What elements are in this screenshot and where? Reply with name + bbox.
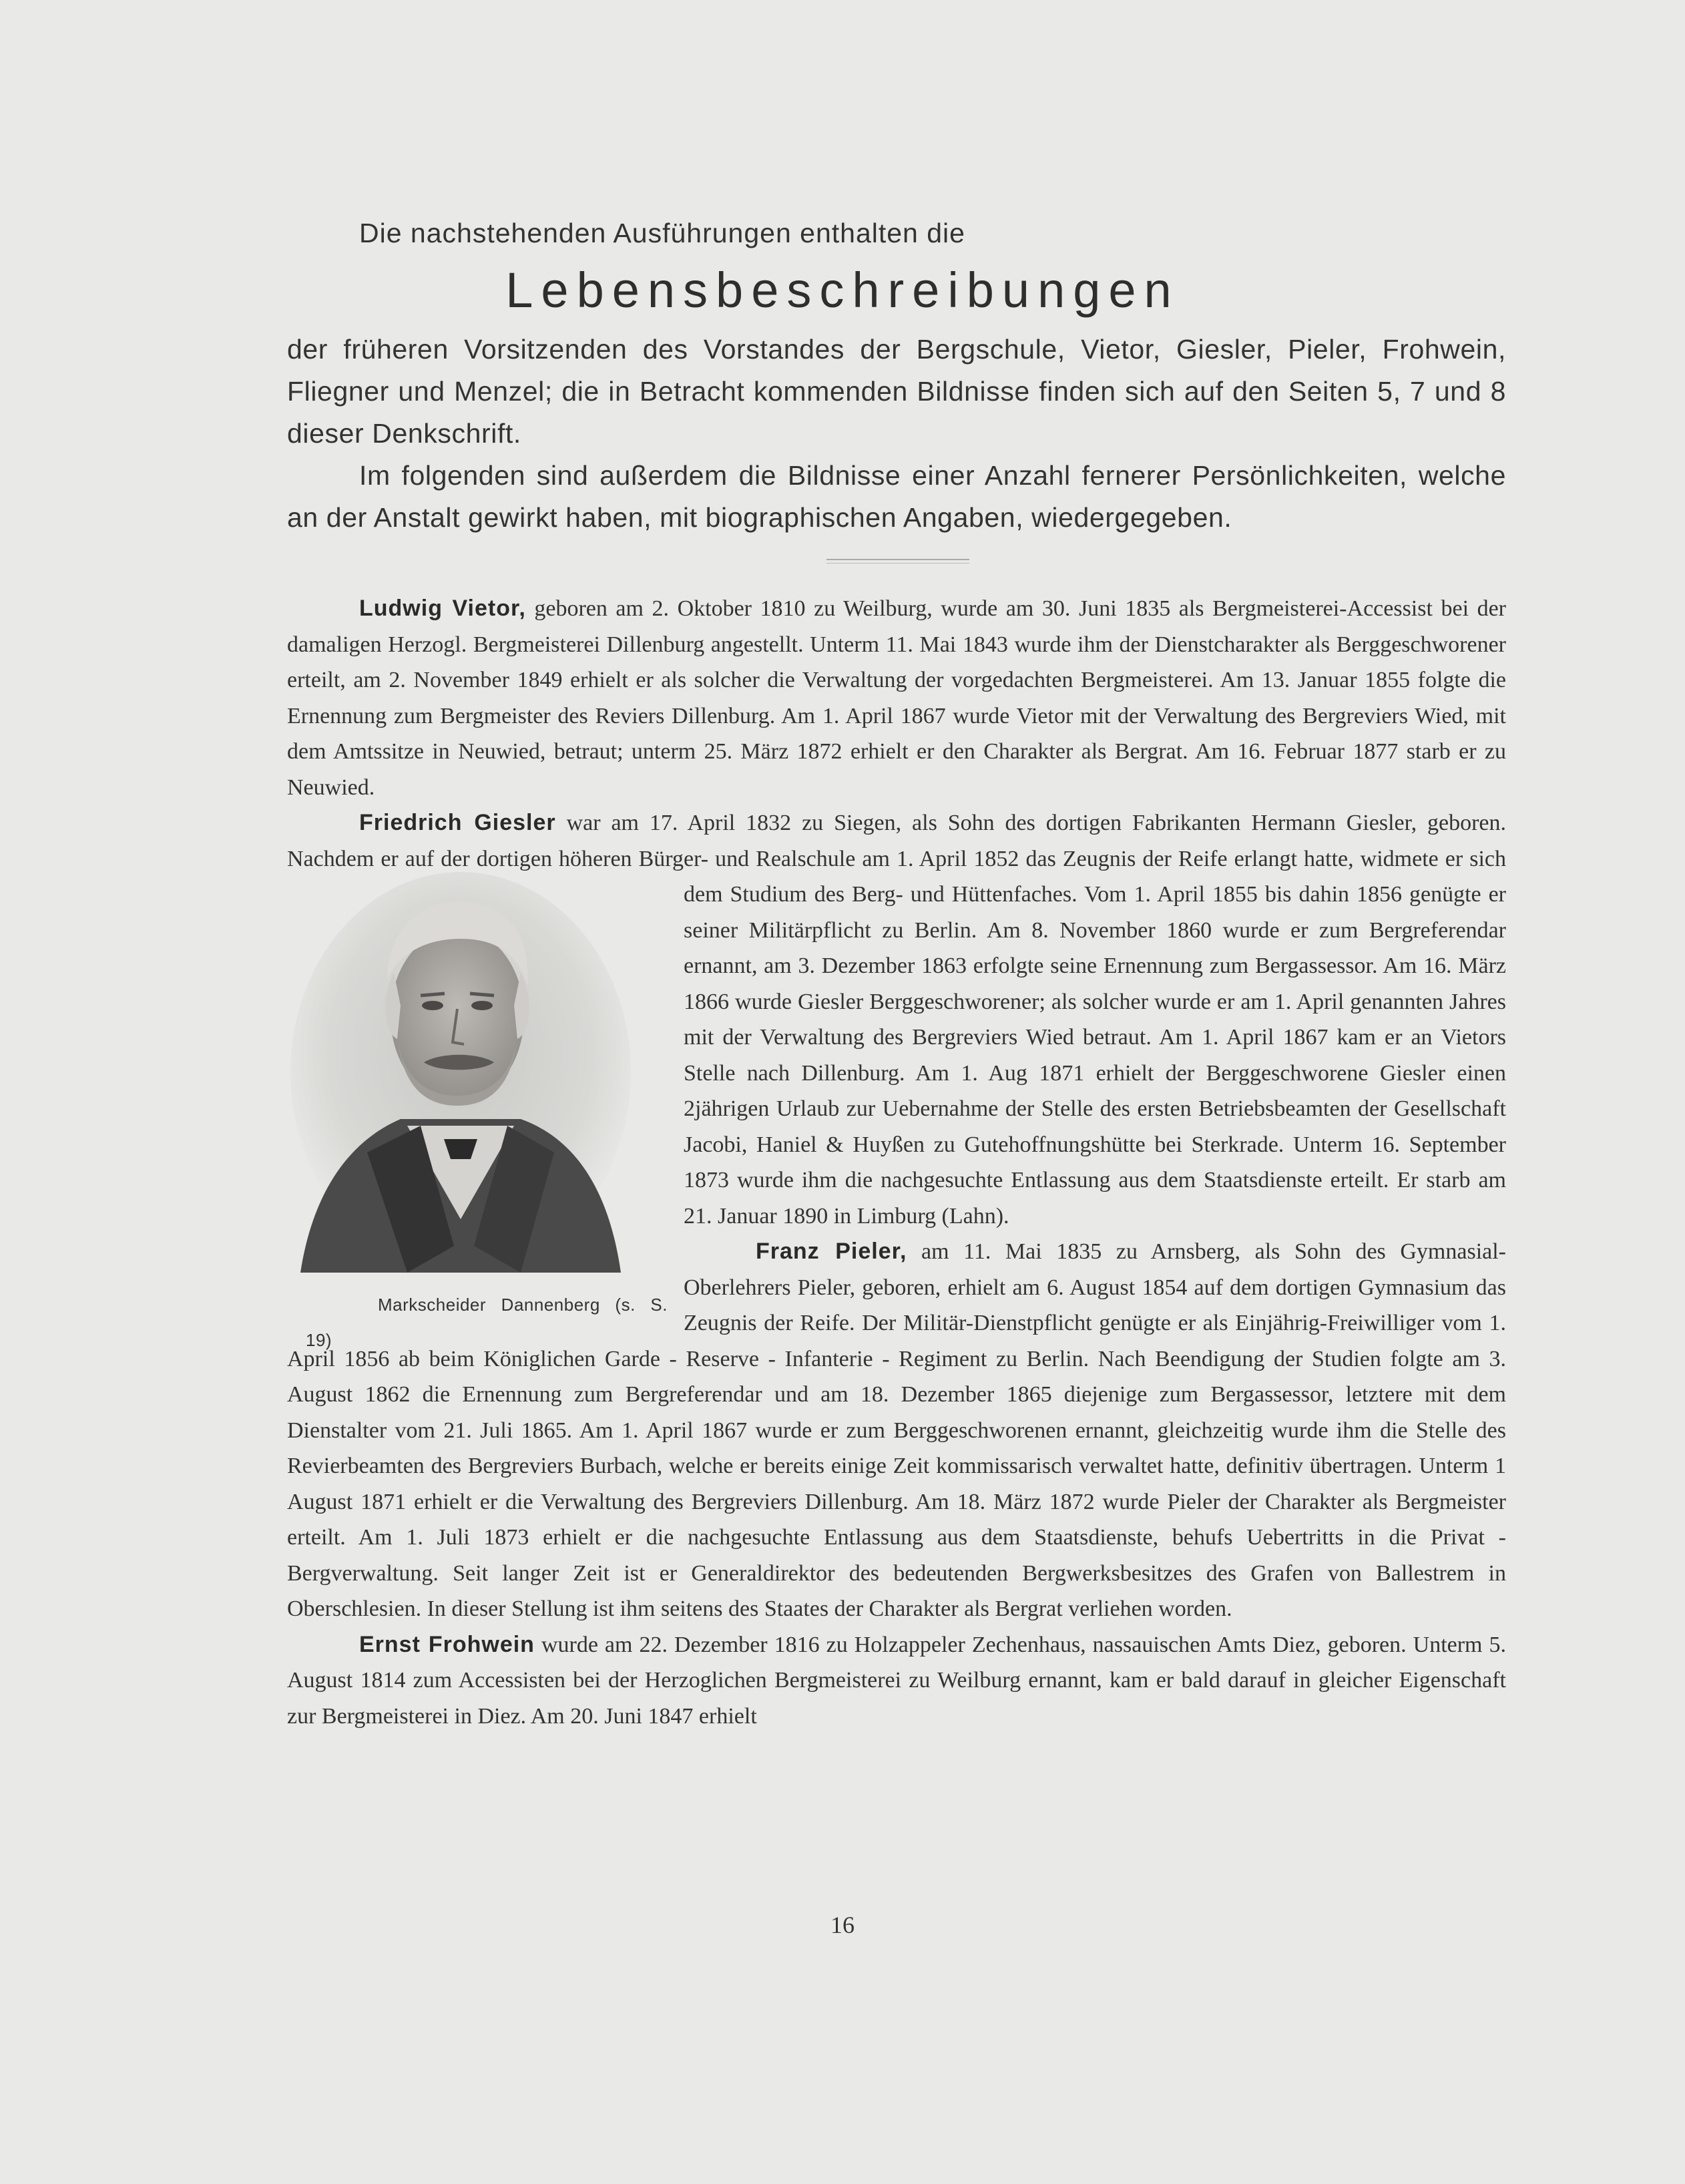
bio-text-giesler-a: war am 17. April 1832 zu Siegen, als Sohn des dortigen Fabrikanten Hermann Giesler, geboren. Nachdem er auf der dortigen höheren Bürger- und Realschule am 1. April 1852 das: [287, 811, 1506, 871]
intro-paragraph-1: der früheren Vorsitzenden des Vorstandes der Bergschule, Vietor, Giesler, Pieler, Frohwein, Fliegner und Menzel; die in Betracht kommenden Bildnisse finden sich auf den Seiten 5, 7 und 8 dieser Denkschrift.: [287, 334, 1506, 449]
intro-paragraph-2: Im folgenden sind außerdem die Bildnisse einer Anzahl fernerer Persönlichkeiten, welche an der Anstalt gewirkt haben, mit biographischen Angaben, wiedergegeben.: [287, 460, 1506, 533]
bio-name-vietor: Ludwig Vietor,: [359, 596, 526, 621]
portrait-image: [287, 872, 634, 1279]
portrait-caption: Markscheider Dannenberg (s. S. 19): [306, 1294, 668, 1350]
biographies: [287, 591, 1506, 1734]
bio-name-giesler: Friedrich Giesler: [359, 810, 556, 835]
lead-line: Die nachstehenden Ausführungen enthalten die: [359, 218, 965, 248]
bio-text-vietor: geboren am 2. Oktober 1810 zu Weilburg, wurde am 30. Juni 1835 als Bergmeisterei-Accessist bei der damaligen Herzogl. Bergmeisterei Dillenburg angestellt. Unterm 11. Mai 1843 wurde ihm der Dienstcharakter als Berggeschworener erteilt, am 2. November 1849 erhielt er als solcher die Verwaltung der vorgedachten Bergmeisterei. Am 13. Januar 1855 folgte die Ernennung zum Bergmeister des Reviers Dillenburg. Am 1. April 1867 wurde Vietor mit der Verwaltung des Bergreviers Wied, mit dem Amtssitze in Neuwied, betraut; unterm 25. März 1872 erhielt er den Charakter als Bergrat. Am 16. Februar 1877 starb er zu Neuwied.: [287, 596, 1506, 800]
bio-name-frohwein: Ernst Frohwein: [359, 1631, 535, 1657]
bio-text-frohwein: wurde am 22. Dezember 1816 zu Holzappeler Zechenhaus, nassauischen Amts Diez, geboren. Unterm 5. August 1814 zum Accessisten bei der Herzoglichen Bergmeisterei zu Weilburg ernannt, kam er bald darauf in gleicher Eigenschaft zur Bergmeisterei in Diez. Am 20. Juni 1847 erhielt: [287, 1632, 1506, 1729]
section-divider: [826, 559, 969, 564]
page-title: Lebensbeschreibungen: [505, 262, 1180, 318]
page-number: 16: [830, 1912, 855, 1938]
bio-vietor: [287, 591, 1506, 805]
bio-text-giesler-b: Zeugnis der Reife erlangt hatte, widmete er sich dem Studium des Berg- und Hüttenfaches. Vom 1. April 1855 bis dahin 1856 genügte er seiner Militärpflicht zu Berlin. Am 8. November 1860 wurde er zum Bergreferendar ernannt, am 3. Dezember 1863 erfolgte seine Ernennung zum Bergassessor. Am 16. März 1866 wurde Giesler Berggeschworener; als solcher wurde er am 1. April genannten Jahres mit der Verwaltung des Bergreviers Wied betraut. Am 1. April 1867 kam er an Vietors Stelle nach Dillenburg. Am 1. Aug 1871 erhielt der Berggeschworene Giesler einen 2jährigen Urlaub zur Uebernahme der Stelle des ersten Betriebsbeamten der Gesellschaft Jacobi, Haniel & Huyßen zu Gutehoffnungshütte bei Sterkrade. Unterm 16. September 1873 wurde ihm die nachgesuchte Entlassung aus dem Staatsdienste erteilt. Er starb am 21. Januar 1890 in Limburg (Lahn).: [684, 846, 1507, 1229]
bio-text-pieler: am 11. Mai 1835 zu Arnsberg, als Sohn des Gymnasial-Oberlehrers Pieler, geboren, erhielt am 6. August 1854 auf dem dortigen Gymnasium das Zeugnis der Reife. Der Militär-Dienstpflicht genügte er als Einjährig-Freiwilliger vom 1. April 1856 ab beim Königlichen Garde - Reserve - Infanterie - Regiment zu Berlin. Nach Beendigung der Studien folgte am 3. August 1862 die Ernennung zum Bergreferendar und am 18. Dezember 1865 diejenige zum Bergassessor, letztere mit dem Dienstalter vom 21. Juli 1865. Am 1. April 1867 wurde er zum Berggeschworenen ernannt, gleichzeitig wurde ihm die Stelle des Revierbeamten des Bergreviers Burbach, welche er bereits einige Zeit kommissarisch verwaltet hatte, definitiv übertragen. Unterm 1 August 1871 erhielt er die Verwaltung des Bergreviers Dillenburg. Am 18. März 1872 wurde Pieler der Charakter als Bergmeister erteilt. Am 1. Juli 1873 erhielt er die nachgesuchte Entlassung aus dem Staatsdienste, behufs Uebertritts in die Privat - Bergverwaltung. Seit langer Zeit ist er Generaldirektor des bedeutenden Bergwerksbesitzes des Grafen von Ballestrem in Oberschlesien. In dieser Stellung ist ihm seitens des Staates der Charakter als Bergrat verliehen worden.: [287, 1239, 1506, 1621]
portrait-figure: [287, 845, 668, 1350]
bio-frohwein: [287, 1627, 1506, 1735]
intro-text: [287, 329, 1506, 539]
bio-name-pieler: Franz Pieler,: [756, 1239, 907, 1264]
